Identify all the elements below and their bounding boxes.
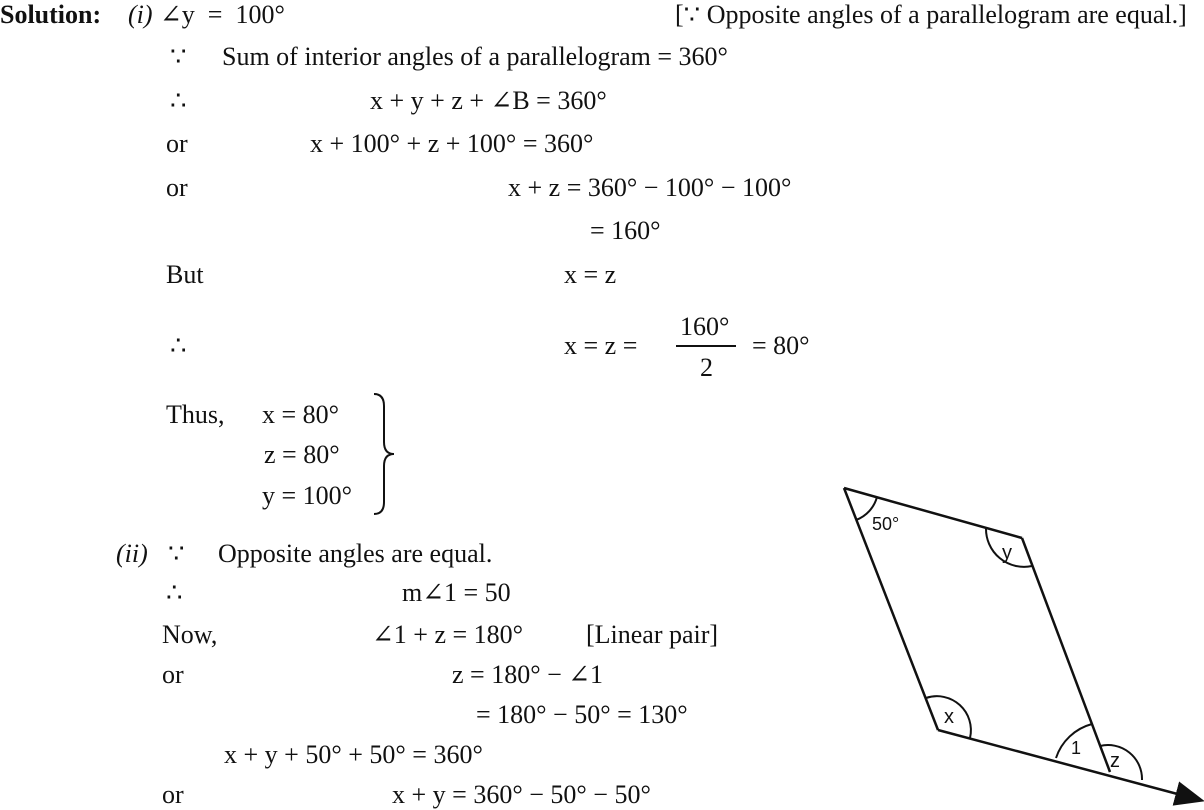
- line4-or: or: [166, 129, 188, 158]
- p2-line7-equation: x + y = 360° − 50° − 50°: [392, 780, 651, 809]
- solution-label: Solution:: [0, 0, 102, 29]
- therefore-symbol-3: ∴: [166, 578, 183, 607]
- line3-equation: x + y + z + ∠B = 360°: [370, 86, 607, 115]
- line8-lhs: x = z =: [564, 331, 638, 360]
- because-symbol: ∵: [170, 42, 187, 71]
- fraction-denominator: 2: [700, 353, 713, 382]
- label-x: x: [944, 706, 954, 728]
- fraction-numerator: 160°: [680, 312, 730, 341]
- line2-text: Sum of interior angles of a parallelogram = 360°: [222, 42, 728, 71]
- p2-line7-or: or: [162, 780, 184, 809]
- line5-equation: x + z = 360° − 100° − 100°: [508, 173, 792, 202]
- p2-line2-equation: m∠1 = 50: [402, 578, 511, 607]
- thus-label: Thus,: [166, 400, 225, 429]
- because-symbol-2: ∵: [168, 539, 185, 568]
- therefore-symbol: ∴: [170, 86, 187, 115]
- line7-but: But: [166, 260, 204, 289]
- thus-y: y = 100°: [262, 481, 353, 510]
- label-1: 1: [1071, 738, 1082, 758]
- side-right: [1022, 538, 1110, 772]
- line6-equation: = 160°: [590, 216, 661, 245]
- label-z: z: [1110, 750, 1120, 772]
- extended-base-arrow: [938, 730, 1200, 800]
- part-ii-tag: (ii): [116, 539, 148, 568]
- p2-line5-equation: = 180° − 50° = 130°: [476, 700, 688, 729]
- p2-line3-reason: [Linear pair]: [586, 620, 719, 649]
- line7-equation: x = z: [564, 260, 617, 289]
- fraction-bar: [676, 345, 736, 347]
- p2-line1-text: Opposite angles are equal.: [218, 539, 493, 568]
- p2-now: Now,: [162, 620, 218, 649]
- p2-line6-equation: x + y + 50° + 50° = 360°: [224, 740, 483, 769]
- p2-line4-or: or: [162, 660, 184, 689]
- parallelogram-figure: [820, 470, 1204, 810]
- right-brace: [372, 392, 398, 516]
- line1-reason: [∵ Opposite angles of a parallelogram are equal.]: [675, 0, 1187, 29]
- side-top: [844, 488, 1022, 538]
- label-y: y: [1002, 542, 1012, 564]
- p2-line3-equation: ∠1 + z = 180°: [372, 620, 524, 649]
- part-i-tag: (i): [128, 0, 153, 29]
- line5-or: or: [166, 173, 188, 202]
- thus-z: z = 80°: [264, 440, 340, 469]
- p2-line4-equation: z = 180° − ∠1: [452, 660, 604, 689]
- line4-equation: x + 100° + z + 100° = 360°: [310, 129, 594, 158]
- line8-rhs: = 80°: [752, 331, 810, 360]
- thus-x: x = 80°: [262, 400, 340, 429]
- therefore-symbol-2: ∴: [170, 331, 187, 360]
- label-50: 50°: [872, 514, 900, 534]
- line1-equation: ∠y = 100°: [160, 0, 285, 29]
